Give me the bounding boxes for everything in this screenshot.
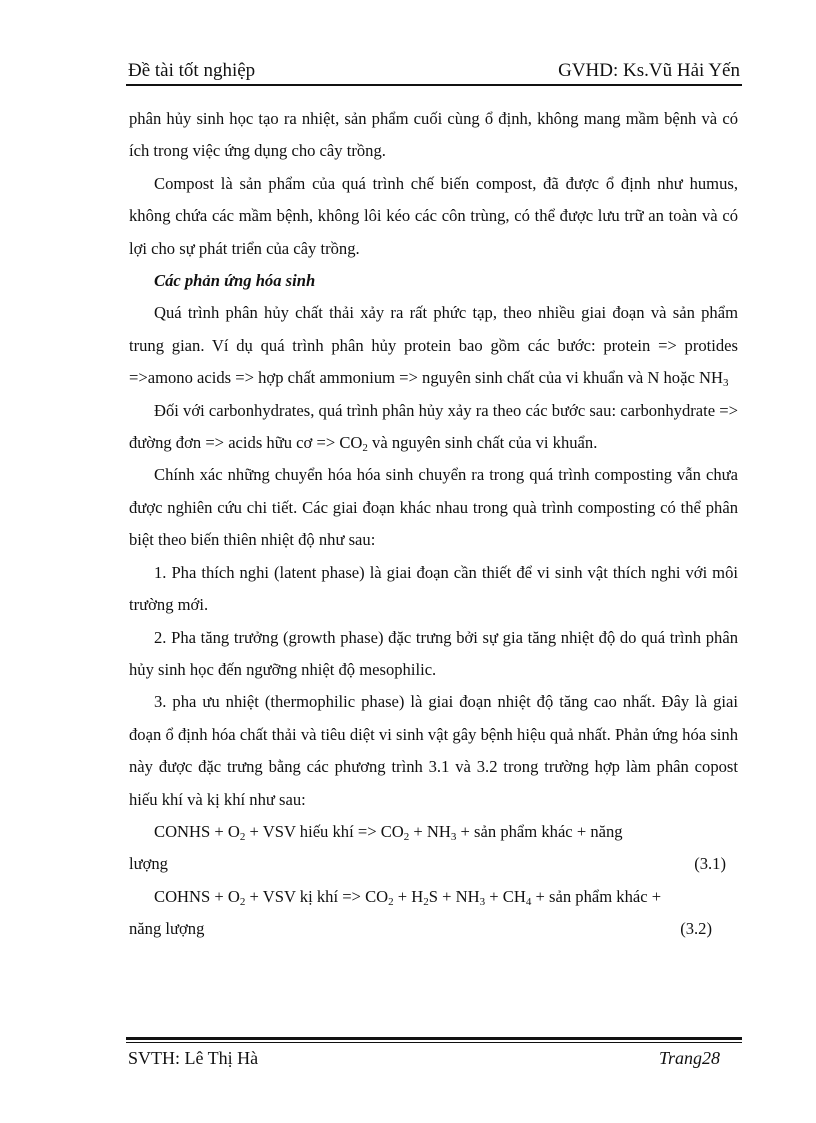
equation-3-1: CONHS + $O_2$ + VSV hiếu khí => $CO_2 + NH_3$ + sản phẩm khác + năng <box>154 821 623 843</box>
equation-3-2-number: (3.2) <box>680 919 712 939</box>
paragraph-protein: Quá trình phân hủy chất thải xảy ra rất phức tạp, theo nhiều giai đoạn và sản phẩm trung gian. Ví dụ quá trình phân hủy protein bao gồm các bước: protein => protides =>amono acids => hợp chất ammonium => nguyên sinh chất của vi khuẩn và N hoặc $NH_3$ <box>129 303 738 390</box>
footer-rule-thick <box>126 1037 742 1040</box>
paragraph-1: phân hủy sinh học tạo ra nhiệt, sản phẩm cuối cùng ổ định, không mang mầm bệnh và có ích trong việc ứng dụng cho cây trồng. <box>129 109 738 161</box>
header-thesis-title: Đề tài tốt nghiệp <box>128 60 256 81</box>
list-item-2: 2. Pha tăng trưởng (growth phase) đặc trưng bởi sự gia tăng nhiệt độ do quá trình phân hủy sinh học đến ngưỡng nhiệt độ mesophilic. <box>129 627 738 679</box>
header-rule <box>126 84 742 86</box>
paragraph-carbonhydrates: Đối với carbonhydrates, quá trình phân hủy xảy ra theo các bước sau: carbonhydrate => đường đơn => acids hữu cơ => $CO_2$ và nguyên sinh chất của vi khuẩn. <box>129 400 738 455</box>
footer-page-number: Trang28 <box>658 1048 720 1068</box>
footer-rule-thin <box>126 1042 742 1043</box>
paragraph-compost: Compost là sản phẩm của quá trình chế biến compost, đã được ổ định như humus, không chứa các mầm bệnh, không lôi kéo các côn trùng, có thể được lưu trữ an toàn và có lợi cho sự phát triển của cây trồng. <box>129 173 738 258</box>
equation-3-1-tail: lượng <box>129 854 168 874</box>
equation-3-1-number: (3.1) <box>694 854 726 874</box>
list-item-1: 1. Pha thích nghi (latent phase) là giai đoạn cần thiết để vi sinh vật thích nghi với môi trường mới. <box>129 562 738 615</box>
list-item-3: 3. pha ưu nhiệt (thermophilic phase) là giai đoạn nhiệt độ tăng cao nhất. Đây là giai đoạn ổ định hóa chất thải và tiêu diệt vi sinh vật gây bệnh hiệu quả nhất. Phản ứng hóa sinh này được đặc trưng bằng các phương trình 3.1 và 3.2 trong trường hợp làm phân copost hiếu khí và kị khí như sau: <box>129 692 738 809</box>
equation-3-1-line-2 <box>129 848 738 880</box>
equation-3-2-line-2 <box>129 913 738 945</box>
header-advisor: GVHD: Ks.Vũ Hải Yến <box>558 60 740 81</box>
equation-3-2-tail: năng lượng <box>129 919 205 939</box>
body-text <box>129 103 738 946</box>
section-heading: Các phản ứng hóa sinh <box>154 271 316 291</box>
paragraph-composting-stages: Chính xác những chuyển hóa hóa sinh chuyển ra trong quá trình composting vẫn chưa được nghiên cứu chi tiết. Các giai đoạn khác nhau trong quà trình composting có thể phân biệt theo biến thiên nhiệt độ như sau: <box>129 465 738 550</box>
footer-student: SVTH: Lê Thị Hà <box>128 1048 259 1068</box>
equation-3-2: COHNS + $O_2$ + VSV kị khí => $CO_2 + H_2S + NH_3 + CH_4$ + sản phẩm khác + <box>154 886 662 908</box>
